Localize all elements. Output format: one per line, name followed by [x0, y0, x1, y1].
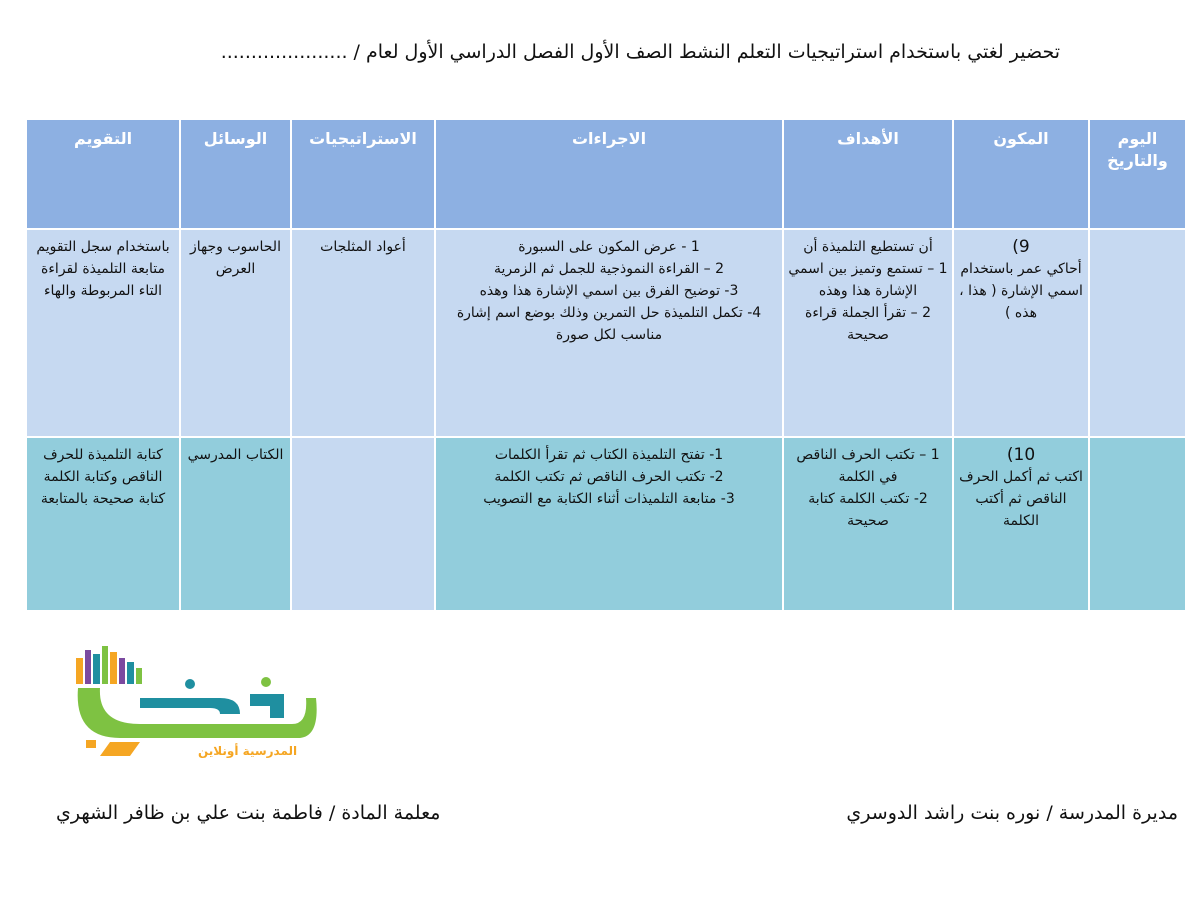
- cell-day: [1089, 229, 1186, 437]
- col-header-goals: الأهداف: [783, 119, 953, 229]
- col-header-component: المكون: [953, 119, 1089, 229]
- table-row: [26, 229, 1186, 437]
- procedure-item: 3- توضيح الفرق بين اسمي الإشارة هذا وهذه: [479, 283, 739, 299]
- goal-item: 1 – تستمع وتميز بين اسمي الإشارة هذا وهذه: [788, 261, 948, 299]
- cell-goals: [783, 229, 953, 437]
- cell-component: [953, 437, 1089, 611]
- goals-intro: أن تستطيع التلميذة أن: [803, 239, 933, 255]
- goal-item: 2- تكتب الكلمة كتابة صحيحة: [808, 491, 928, 529]
- procedure-item: 1 - عرض المكون على السبورة: [518, 239, 700, 255]
- cell-strategy: أعواد المثلجات: [291, 229, 435, 437]
- page-title: [60, 38, 1060, 66]
- goal-item: 1 – تكتب الحرف الناقص في الكلمة: [796, 447, 940, 485]
- procedure-item: 3- متابعة التلميذات أثناء الكتابة مع التصويب: [483, 491, 735, 507]
- component-number: 10): [1006, 445, 1036, 465]
- col-header-tools: الوسائل: [180, 119, 291, 229]
- cell-strategy: [291, 437, 435, 611]
- cell-tools: الحاسوب وجهاز العرض: [180, 229, 291, 437]
- col-header-procedures: الاجراءات: [435, 119, 783, 229]
- col-header-evaluation: التقويم: [26, 119, 180, 229]
- lesson-plan-table: [25, 118, 1187, 612]
- component-text: اكتب ثم أكمل الحرف الناقص ثم أكتب الكلمة: [959, 469, 1083, 529]
- component-text: أحاكي عمر باستخدام اسمي الإشارة ( هذا ، هذه ): [959, 261, 1083, 321]
- cell-component: [953, 229, 1089, 437]
- cell-evaluation: كتابة التلميذة للحرف الناقص وكتابة الكلمة كتابة صحيحة بالمتابعة: [26, 437, 180, 611]
- cell-day: [1089, 437, 1186, 611]
- col-header-day: اليوم والتاريخ: [1089, 119, 1186, 229]
- cell-evaluation: باستخدام سجل التقويم متابعة التلميذة لقراءة التاء المربوطة والهاء: [26, 229, 180, 437]
- cell-procedures: [435, 229, 783, 437]
- procedure-item: 2- تكتب الحرف الناقص ثم تكتب الكلمة: [494, 469, 724, 485]
- procedure-item: 4- تكمل التلميذة حل التمرين وذلك بوضع اسم إشارة مناسب لكل صورة: [456, 305, 762, 343]
- cell-tools: الكتاب المدرسي: [180, 437, 291, 611]
- title-text: تحضير لغتي باستخدام استراتيجيات التعلم النشط الصف الأول الفصل الدراسي الأول لعام / .....................: [220, 41, 1060, 63]
- procedure-item: 1- تفتح التلميذة الكتاب ثم تقرأ الكلمات: [494, 447, 724, 463]
- teacher-signature: معلمة المادة / فاطمة بنت علي بن ظافر الشهري: [56, 802, 441, 824]
- component-number: 9): [1012, 237, 1030, 257]
- cell-goals: [783, 437, 953, 611]
- cell-procedures: [435, 437, 783, 611]
- table-header-row: [26, 119, 1186, 229]
- goal-item: 2 – تقرأ الجملة قراءة صحيحة: [805, 305, 931, 343]
- procedure-item: 2 – القراءة النموذجية للجمل ثم الزمرية: [493, 261, 725, 277]
- principal-signature: مديرة المدرسة / نوره بنت راشد الدوسري: [846, 802, 1178, 824]
- table-row: [26, 437, 1186, 611]
- col-header-strategies: الاستراتيجيات: [291, 119, 435, 229]
- logo: [70, 638, 330, 762]
- logo-caption: المدرسية أونلاين: [198, 744, 298, 758]
